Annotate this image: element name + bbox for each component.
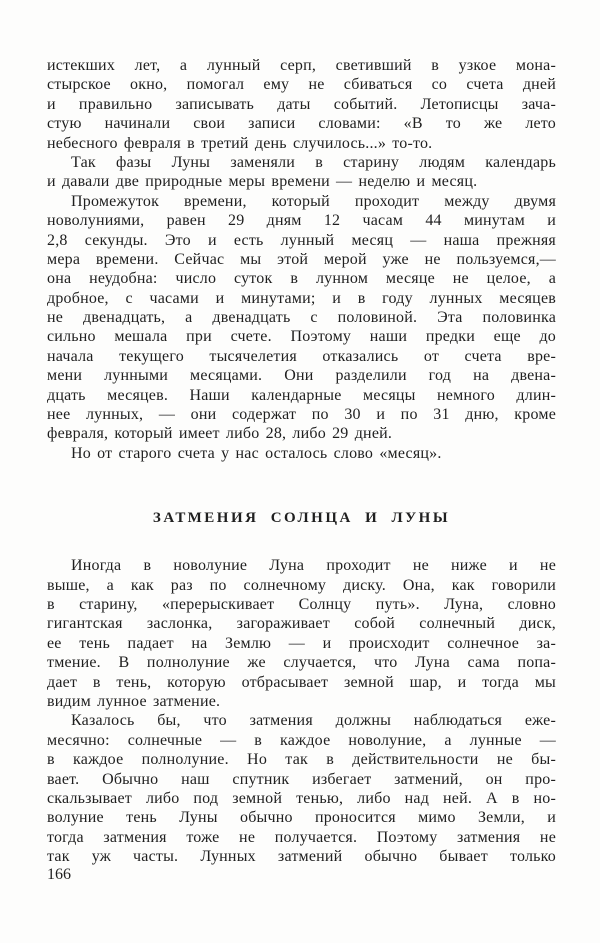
text-line: Казалось бы, что затмения должны наблюдаться еже- — [71, 712, 556, 730]
text-line: в старину, «перерыскивает Солнцу путь». Луна, словно — [47, 595, 556, 613]
text-line: тмение. В полнолуние же случается, что Луна сама попа- — [47, 654, 556, 672]
text-line: мени лунными месяцами. Они разделили год на двена- — [47, 367, 556, 385]
text-line: не двенадцать, а двенадцать с половиной. Эта половинка — [47, 309, 556, 327]
text-line: гигантская заслонка, загораживает собой солнечный диск, — [47, 615, 556, 633]
text-line: и правильно записывать даты событий. Летописцы зача- — [47, 95, 556, 113]
text-line: мера времени. Сейчас мы этой мерой уже не пользуемся,— — [47, 250, 556, 268]
paragraph — [47, 153, 556, 192]
section-heading: ЗАТМЕНИЯ СОЛНЦА И ЛУНЫ — [152, 510, 451, 527]
text-line: ее тень падает на Землю — и происходит солнечное за- — [47, 634, 556, 652]
text-line: Но от старого счета у нас осталось слово «месяц». — [71, 444, 442, 462]
text-line: дцать месяцев. Наши календарные месяцы немного длин- — [47, 386, 556, 404]
text-line: стырское окно, помогал ему не сбиваться со счета дней — [47, 76, 556, 94]
text-line: волуние тень Луны обычно проносится мимо Земли, и — [47, 809, 556, 827]
text-line: она неудобна: число суток в лунном месяце не целое, а — [47, 270, 556, 288]
text-line: февраля, который имеет либо 28, либо 29 дней. — [47, 425, 393, 443]
text-line: скальзывает либо под земной тенью, либо над ней. А в но- — [47, 789, 556, 807]
text-line: вает. Обычно наш спутник избегает затмений, он про- — [47, 770, 556, 788]
page-number: 166 — [47, 866, 71, 883]
text-line: стую начинали свои записи словами: «В то же лето — [47, 115, 556, 133]
text-line: и давали две природные меры времени — неделю и месяц. — [47, 173, 478, 191]
text-line: тогда затмения тоже не получается. Поэтому затмения не — [47, 828, 556, 846]
text-line: выше, а как раз по солнечному диску. Она, как говорили — [47, 576, 556, 594]
text-line: новолуниями, равен 29 дням 12 часам 44 минутам и — [47, 212, 556, 230]
text-line: дает в тень, которую отбрасывает земной шар, и тогда мы — [47, 673, 556, 691]
text-line: Так фазы Луны заменяли в старину людям календарь — [71, 153, 556, 171]
paragraph — [47, 556, 556, 711]
text-line: так уж часты. Лунных затмений обычно бывает только — [47, 848, 556, 866]
text-line: начала текущего тысячелетия отказались от счета вре- — [47, 347, 556, 365]
text-line: Промежуток времени, который проходит между двумя — [71, 192, 556, 210]
text-line: нее лунных, — они содержат по 30 и по 31 дню, кроме — [47, 406, 556, 424]
text-line: видим лунное затмение. — [47, 692, 221, 710]
paragraph — [47, 444, 556, 463]
paragraph-continuation — [47, 56, 556, 153]
text-line: месячно: солнечные — в каждое новолуние, а лунные — — [47, 731, 556, 749]
text-line: дробное, с часами и минутами; и в году лунных месяцев — [47, 289, 556, 307]
text-line: сильно мешала при счете. Поэтому наши предки еще до — [47, 328, 556, 346]
text-line: небесного февраля в третий день случилось...» то-то. — [47, 134, 433, 152]
text-line: в каждое полнолуние. Но так в действительности не бы- — [47, 751, 556, 769]
text-line: Иногда в новолуние Луна проходит не ниже и не — [71, 557, 556, 575]
page-text — [47, 56, 556, 866]
text-line: истекших лет, а лунный серп, светивший в узкое мона- — [47, 57, 556, 74]
paragraph — [47, 711, 556, 866]
paragraph — [47, 192, 556, 444]
text-line: 2,8 секунды. Это и есть лунный месяц — наша прежняя — [47, 231, 556, 249]
